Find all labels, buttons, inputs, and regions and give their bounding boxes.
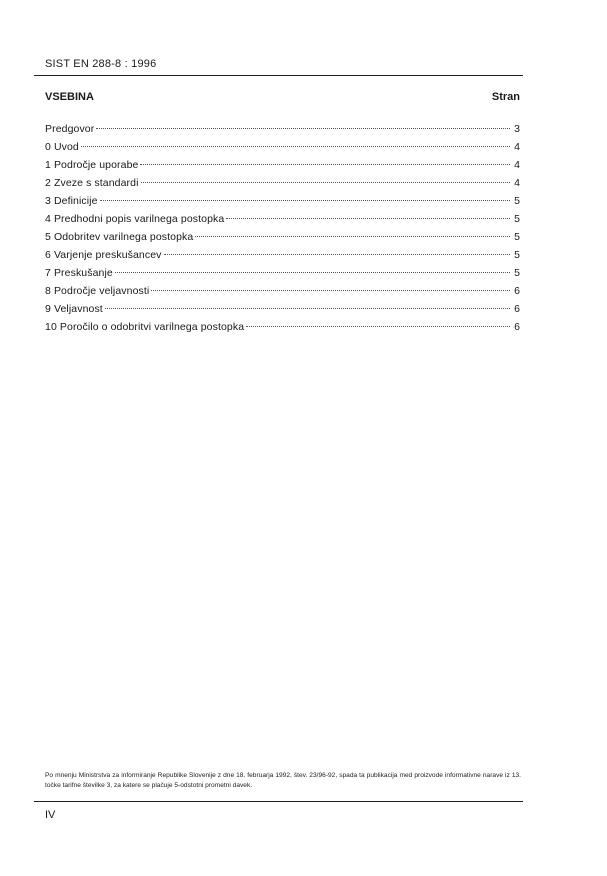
toc-entry-label: 2 Zveze s standardi: [45, 177, 139, 189]
toc-entry-page: 6: [514, 285, 520, 297]
toc-leader-dots: [141, 182, 510, 183]
toc-entry-page: 4: [514, 177, 520, 189]
toc-entry-page: 5: [514, 213, 520, 225]
toc-entry-label: 7 Preskušanje: [45, 267, 113, 279]
toc-entry-label: 0 Uvod: [45, 141, 79, 153]
toc-leader-dots: [140, 164, 510, 165]
toc-entry-label: 8 Področje veljavnosti: [45, 285, 150, 297]
header-rule: [34, 75, 523, 76]
document-code: SIST EN 288-8 : 1996: [45, 58, 157, 70]
toc-entry[interactable]: [45, 192, 520, 210]
toc-entry-label: 4 Predhodni popis varilnega postopka: [45, 213, 225, 225]
toc-entry-label: 5 Odobritev varilnega postopka: [45, 231, 194, 243]
toc-leader-dots: [96, 128, 510, 129]
table-of-contents: [45, 120, 520, 336]
toc-entry[interactable]: [45, 210, 520, 228]
toc-entry[interactable]: [45, 228, 520, 246]
toc-entry-label: 1 Področje uporabe: [45, 159, 139, 171]
toc-entry[interactable]: [45, 318, 520, 336]
toc-entry-page: 6: [514, 321, 520, 333]
toc-title: VSEBINA: [45, 91, 94, 103]
toc-entry-label: 10 Poročilo o odobritvi varilnega postopka: [45, 321, 245, 333]
toc-entry-label: Predgovor: [45, 123, 95, 135]
tax-footnote: Po mnenju Ministrstva za informiranje Republike Slovenije z dne 18. februarja 1992, štev. 23/96-92, spada ta publikacija med proizvode informativne narave iz 13. točke tarifne številke 3, za katere se plačuje 5-odstotni prometni davek.: [45, 771, 521, 789]
toc-leader-dots: [105, 308, 510, 309]
toc-leader-dots: [164, 254, 510, 255]
toc-entry-page: 3: [514, 123, 520, 135]
page-number: IV: [45, 809, 56, 821]
toc-entry-page: 4: [514, 141, 520, 153]
toc-leader-dots: [151, 290, 510, 291]
toc-entry-page: 5: [514, 195, 520, 207]
toc-leader-dots: [195, 236, 510, 237]
toc-entry[interactable]: [45, 300, 520, 318]
footer-rule: [34, 801, 523, 802]
toc-entry[interactable]: [45, 174, 520, 192]
toc-entry[interactable]: [45, 120, 520, 138]
toc-entry[interactable]: [45, 282, 520, 300]
toc-entry-label: 3 Definicije: [45, 195, 98, 207]
toc-entry-label: 6 Varjenje preskušancev: [45, 249, 162, 261]
toc-entry[interactable]: [45, 246, 520, 264]
toc-entry-label: 9 Veljavnost: [45, 303, 103, 315]
toc-entry-page: 5: [514, 267, 520, 279]
toc-leader-dots: [100, 200, 510, 201]
toc-entry-page: 5: [514, 231, 520, 243]
toc-entry[interactable]: [45, 138, 520, 156]
toc-entry-page: 4: [514, 159, 520, 171]
toc-page-column-header: Stran: [491, 91, 520, 103]
toc-entry-page: 6: [514, 303, 520, 315]
toc-entry-page: 5: [514, 249, 520, 261]
toc-leader-dots: [115, 272, 510, 273]
toc-leader-dots: [226, 218, 510, 219]
toc-entry[interactable]: [45, 156, 520, 174]
toc-leader-dots: [81, 146, 510, 147]
toc-leader-dots: [246, 326, 510, 327]
toc-entry[interactable]: [45, 264, 520, 282]
